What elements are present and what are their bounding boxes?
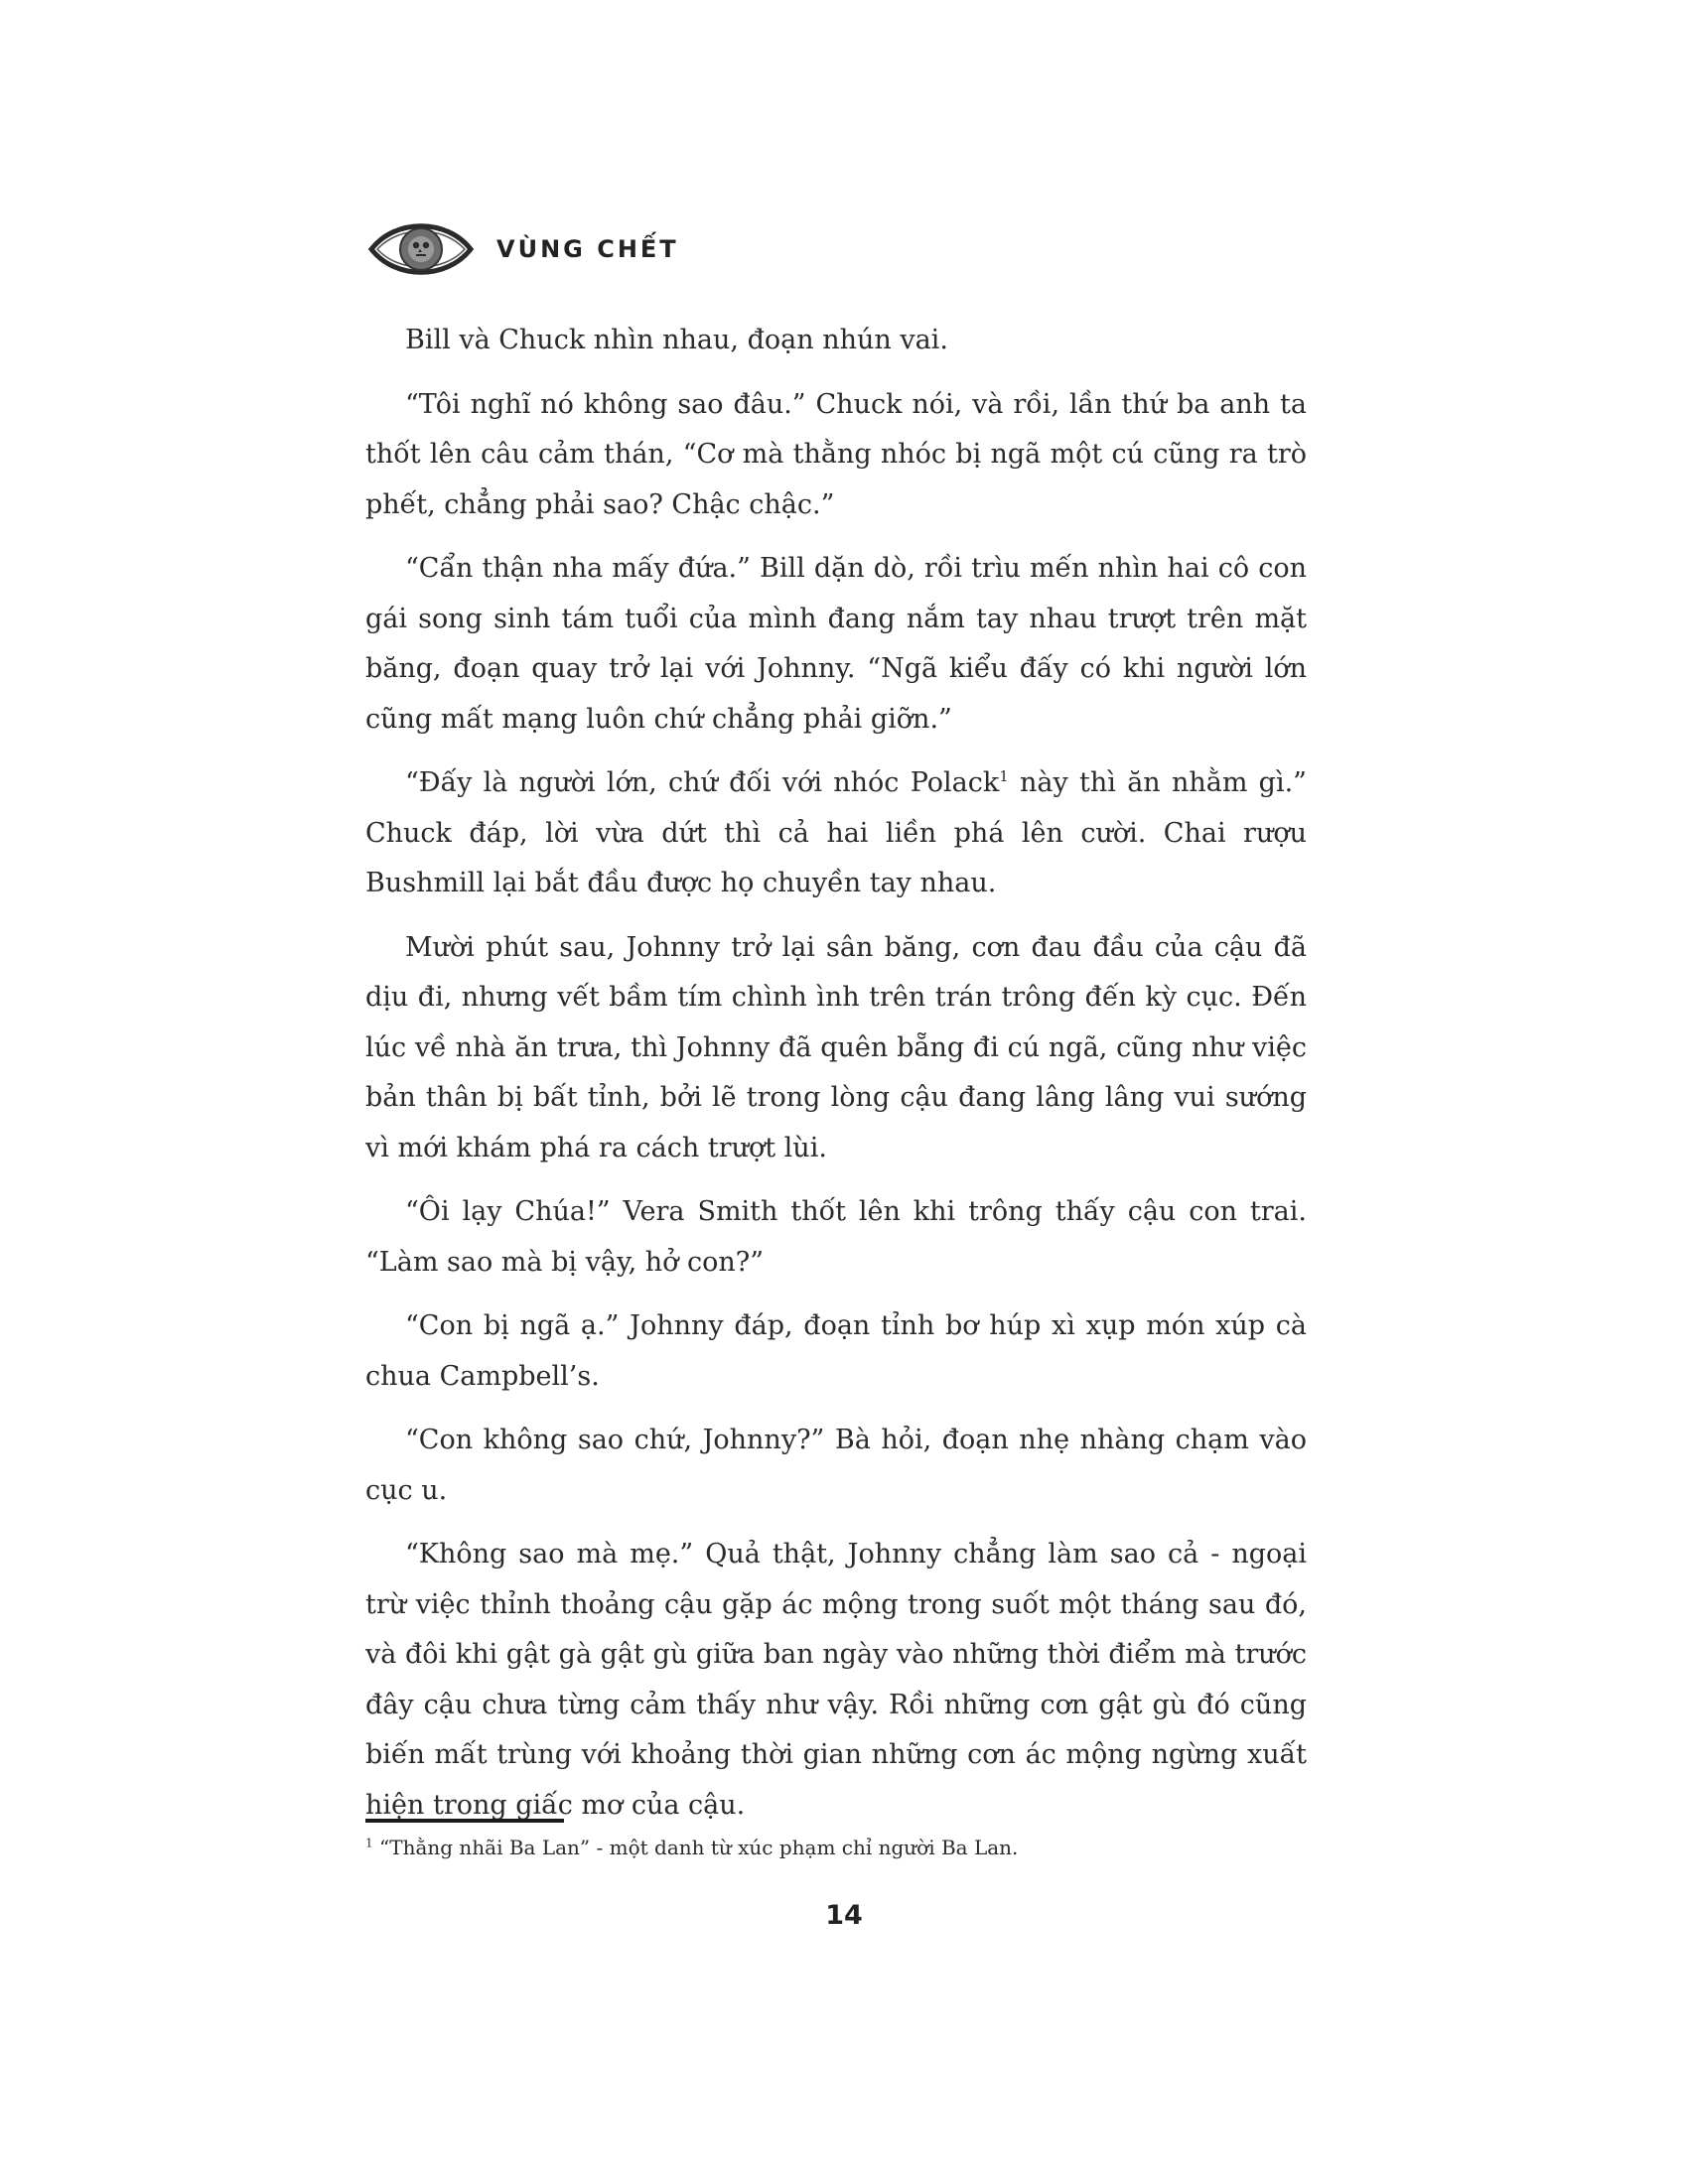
paragraph: “Con bị ngã ạ.” Johnny đáp, đoạn tỉnh bơ húp xì xụp món xúp cà chua Campbell’s. [365,1310,1307,1392]
footnote [365,1833,1307,1862]
paragraph: Mười phút sau, Johnny trở lại sân băng, cơn đau đầu của cậu đã dịu đi, nhưng vết bầm tím chình ình trên trán trông đến kỳ cục. Đến lúc về nhà ăn trưa, thì Johnny đã quên bẵng đi cú ngã, cũng như việc bản thân bị bất tỉnh, bởi lẽ trong lòng cậu đang lâng lâng vui sướng vì mới khám phá ra cách trượt lùi. [365,931,1307,1163]
footnote-divider [365,1819,564,1823]
paragraph: “Không sao mà mẹ.” Quả thật, Johnny chẳng làm sao cả - ngoại trừ việc thỉnh thoảng cậu gặp ác mộng trong suốt một tháng sau đó, và đôi khi gật gà gật gù giữa ban ngày vào những thời điểm mà trước đây cậu chưa từng cảm thấy như vậy. Rồi những cơn gật gù đó cũng biến mất trùng với khoảng thời gian những cơn ác mộng ngừng xuất hiện trong giấc mơ của cậu. [365,1539,1307,1821]
paragraph: “Cẩn thận nha mấy đứa.” Bill dặn dò, rồi trìu mến nhìn hai cô con gái song sinh tám tuổi của mình đang nắm tay nhau trượt trên mặt băng, đoạn quay trở lại với Johnny. “Ngã kiểu đấy có khi người lớn cũng mất mạng luôn chứ chẳng phải giỡn.” [365,553,1307,735]
eye-icon [365,205,477,294]
paragraph [365,758,1307,909]
running-header [365,205,679,294]
paragraph: “Tôi nghĩ nó không sao đâu.” Chuck nói, và rồi, lần thứ ba anh ta thốt lên câu cảm thán, “Cơ mà thằng nhóc bị ngã một cú cũng ra trò phết, chẳng phải sao? Chậc chậc.” [365,388,1307,520]
footnote-reference: 1 [999,767,1009,785]
page-number: 14 [825,1900,863,1931]
main-text [365,316,1307,1831]
footnote-number: 1 [365,1836,373,1850]
footnote-text: “Thằng nhãi Ba Lan” - một danh từ xúc phạm chỉ người Ba Lan. [372,1836,1019,1859]
paragraph: “Con không sao chứ, Johnny?” Bà hỏi, đoạn nhẹ nhàng chạm vào cục u. [365,1425,1307,1506]
paragraph: “Ôi lạy Chúa!” Vera Smith thốt lên khi trông thấy cậu con trai. “Làm sao mà bị vậy, hở con?” [365,1196,1307,1278]
paragraph-text: “Đấy là người lớn, chứ đối với nhóc Polack [405,767,1000,798]
paragraph-text: này thì ăn nhằm gì.” Chuck đáp, lời vừa dứt thì cả hai liền phá lên cười. Chai rượu Bushmill lại bắt đầu được họ chuyền tay nhau. [365,767,1307,898]
paragraph: Bill và Chuck nhìn nhau, đoạn nhún vai. [405,325,948,355]
book-title: VÙNG CHẾT [496,235,679,263]
